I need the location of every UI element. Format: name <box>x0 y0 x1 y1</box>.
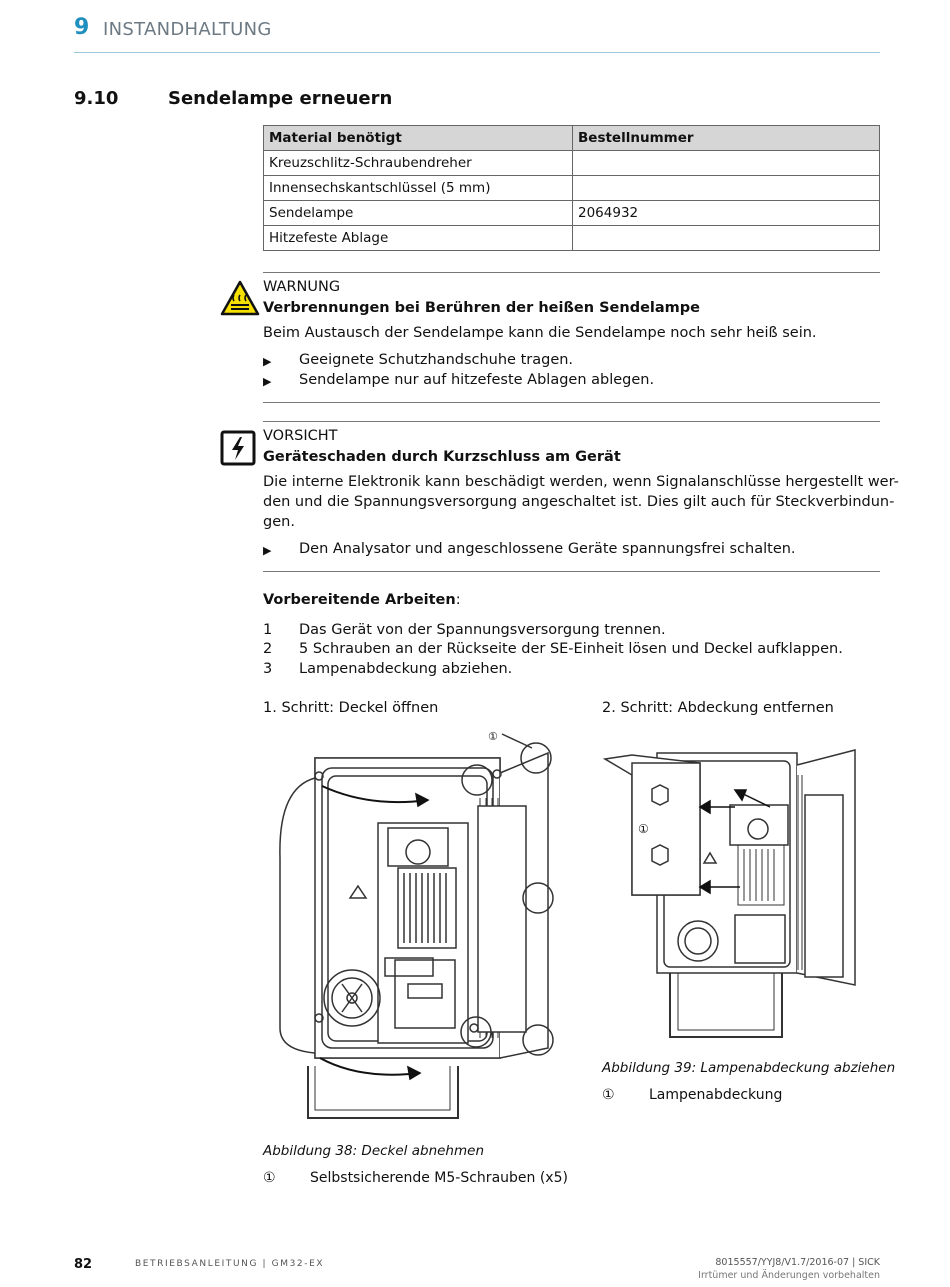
hot-surface-warning-icon <box>220 280 260 316</box>
warning-top-rule <box>263 272 880 273</box>
bullet-arrow-icon: ▶ <box>263 375 272 388</box>
figure1-illustration <box>270 728 570 1128</box>
section-number: 9.10 <box>74 88 119 109</box>
warning-bullet: Geeignete Schutzhandschuhe tragen. <box>299 352 574 368</box>
table-row <box>264 226 880 251</box>
table-cell <box>573 151 880 176</box>
table-row <box>264 201 880 226</box>
figure1-legend-text: Selbstsicherende M5-Schrauben (x5) <box>310 1170 568 1186</box>
step-text: 5 Schrauben an der Rückseite der SE-Einheit lösen und Deckel aufklappen. <box>299 641 843 657</box>
caution-bottom-rule <box>263 571 880 572</box>
warning-text: Beim Austausch der Sendelampe kann die Sendelampe noch sehr heiß sein. <box>263 325 817 341</box>
header-divider <box>74 52 880 53</box>
table-row <box>264 176 880 201</box>
figure2-legend-text: Lampenabdeckung <box>649 1087 783 1103</box>
step-number: 2 <box>263 641 273 657</box>
table-cell: 2064932 <box>573 201 880 226</box>
table-header-material: Material benötigt <box>264 126 573 151</box>
table-cell <box>573 226 880 251</box>
step-text: Lampenabdeckung abziehen. <box>299 661 513 677</box>
step-number: 3 <box>263 661 273 677</box>
footer-document-ref: 8015557/YYJ8/V1.7/2016-07 | SICK <box>715 1257 880 1268</box>
caution-text-line: gen. <box>263 514 295 530</box>
figure1-step-title: 1. Schritt: Deckel öffnen <box>263 700 439 716</box>
figure2-caption: Abbildung 39: Lampenabdeckung abziehen <box>602 1060 896 1076</box>
caution-text-line: den und die Spannungsversorgung angeschaltet ist. Dies gilt auch für Steckverbindun- <box>263 494 895 510</box>
warning-bullet: Sendelampe nur auf hitzefeste Ablagen ablegen. <box>299 372 655 388</box>
figure2-callout: ① <box>638 822 649 836</box>
warning-bottom-rule <box>263 402 880 403</box>
warning-heading: Verbrennungen bei Berühren der heißen Sendelampe <box>263 300 700 316</box>
figure1-legend-marker: ① <box>263 1170 276 1186</box>
bullet-arrow-icon: ▶ <box>263 355 272 368</box>
table-cell: Innensechskantschlüssel (5 mm) <box>264 176 573 201</box>
footer-document-title: BETRIEBSANLEITUNG | GM32-EX <box>135 1259 325 1269</box>
electrical-hazard-icon <box>220 430 256 466</box>
table-cell: Sendelampe <box>264 201 573 226</box>
caution-bullet: Den Analysator und angeschlossene Geräte spannungsfrei schalten. <box>299 541 796 557</box>
warning-label: WARNUNG <box>263 279 341 295</box>
step-text: Das Gerät von der Spannungsversorgung trennen. <box>299 622 666 638</box>
table-header-row <box>264 126 880 151</box>
materials-table <box>263 125 880 251</box>
table-cell <box>573 176 880 201</box>
chapter-number: 9 <box>74 15 90 40</box>
caution-text-line: Die interne Elektronik kann beschädigt werden, wenn Signalanschlüsse hergestellt wer- <box>263 474 899 490</box>
table-cell: Kreuzschlitz-Schraubendreher <box>264 151 573 176</box>
footer-disclaimer: Irrtümer und Änderungen vorbehalten <box>698 1270 880 1281</box>
section-title: Sendelampe erneuern <box>168 88 393 109</box>
figure2-illustration <box>600 745 870 1045</box>
table-header-order-number: Bestellnummer <box>573 126 880 151</box>
table-row <box>264 151 880 176</box>
step-number: 1 <box>263 622 273 638</box>
bullet-arrow-icon: ▶ <box>263 544 272 557</box>
figure2-step-title: 2. Schritt: Abdeckung entfernen <box>602 700 834 716</box>
prep-label: Vorbereitende Arbeiten: <box>263 592 461 608</box>
chapter-title: INSTANDHALTUNG <box>103 19 272 40</box>
figure1-callout: ① <box>488 730 498 743</box>
caution-top-rule <box>263 421 880 422</box>
table-cell: Hitzefeste Ablage <box>264 226 573 251</box>
figure2-legend-marker: ① <box>602 1087 615 1103</box>
caution-label: VORSICHT <box>263 428 338 444</box>
figure1-caption: Abbildung 38: Deckel abnehmen <box>263 1143 484 1159</box>
page-number: 82 <box>74 1257 93 1272</box>
caution-heading: Geräteschaden durch Kurzschluss am Gerät <box>263 449 621 465</box>
